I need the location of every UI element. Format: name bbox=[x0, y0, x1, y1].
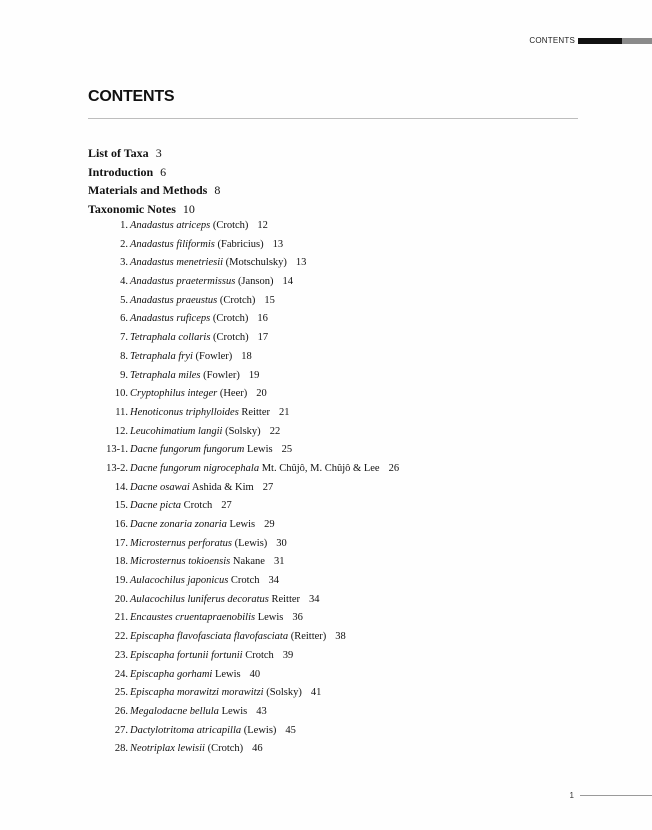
taxon-text bbox=[130, 423, 280, 442]
taxon-text bbox=[130, 553, 284, 572]
taxon-text bbox=[130, 684, 321, 703]
taxon-text bbox=[130, 647, 293, 666]
toc-taxon-entry bbox=[104, 217, 399, 236]
taxon-species-name: Henoticonus triphylloides bbox=[130, 406, 239, 418]
taxon-number: 8. bbox=[120, 350, 128, 362]
toc-taxon-entry bbox=[104, 740, 399, 759]
taxon-author: Lewis bbox=[221, 705, 248, 717]
taxon-number: 16. bbox=[114, 519, 128, 530]
taxon-page: 25 bbox=[281, 444, 293, 456]
toc-entry-materials-and-methods bbox=[88, 181, 220, 200]
toc-entry-taxonomic-notes bbox=[88, 200, 220, 219]
taxon-author: (Lewis) bbox=[234, 537, 268, 549]
taxon-text bbox=[130, 217, 268, 236]
taxon-species-name: Dacne osawai bbox=[130, 481, 190, 493]
taxon-page: 26 bbox=[388, 462, 400, 474]
toc-entry-page: 6 bbox=[160, 164, 167, 179]
taxon-species-name: Aulacochilus japonicus bbox=[130, 575, 229, 587]
toc-taxon-entry bbox=[104, 535, 399, 554]
taxon-page: 41 bbox=[310, 687, 322, 699]
taxon-number: 1. bbox=[120, 220, 128, 231]
taxon-species-name: Anadastus praeustus bbox=[130, 294, 218, 306]
toc-entry-label: Materials and Methods bbox=[88, 183, 208, 198]
toc-taxon-entry bbox=[104, 722, 399, 741]
toc-taxon-entry bbox=[104, 666, 399, 685]
taxon-author: Crotch bbox=[230, 575, 260, 587]
taxon-text bbox=[130, 292, 275, 311]
taxon-page: 22 bbox=[269, 425, 281, 437]
toc-taxon-entry bbox=[104, 647, 399, 666]
toc-taxon-entry bbox=[104, 367, 399, 386]
toc-taxon-entry bbox=[104, 423, 399, 442]
toc-entry-label: List of Taxa bbox=[88, 146, 149, 160]
footer-rule bbox=[580, 795, 652, 796]
taxon-species-name: Anadastus praetermissus bbox=[130, 276, 236, 288]
taxon-page: 36 bbox=[292, 612, 303, 624]
taxon-page: 27 bbox=[262, 481, 274, 493]
taxon-number: 13-2. bbox=[106, 462, 128, 474]
taxon-species-name: Anadastus filiformis bbox=[130, 238, 215, 250]
taxon-page: 45 bbox=[285, 724, 296, 736]
toc-entry-label: Introduction bbox=[88, 164, 154, 179]
taxon-text bbox=[130, 460, 399, 479]
taxon-species-name: Dacne zonaria zonaria bbox=[130, 519, 227, 530]
title-divider bbox=[88, 118, 578, 119]
toc-entry-page: 8 bbox=[214, 183, 221, 198]
taxon-text bbox=[130, 441, 292, 460]
taxon-author: (Crotch) bbox=[213, 332, 249, 344]
taxon-species-name: Episcapha fortunii fortunii bbox=[130, 649, 243, 661]
taxon-page: 34 bbox=[309, 593, 320, 605]
taxon-author: (Reitter) bbox=[290, 631, 327, 643]
taxon-species-name: Encaustes cruentapraenobilis bbox=[130, 612, 256, 624]
taxon-author: Crotch bbox=[183, 500, 213, 512]
taxon-species-name: Anadastus atriceps bbox=[130, 220, 211, 231]
header-bar-gray bbox=[622, 38, 652, 44]
taxon-species-name: Dacne fungorum fungorum bbox=[130, 444, 245, 456]
taxon-page: 18 bbox=[241, 350, 252, 362]
taxon-species-name: Dacne fungorum nigrocephala bbox=[130, 462, 260, 474]
taxon-text bbox=[130, 310, 268, 329]
taxon-text bbox=[130, 273, 293, 292]
taxon-author: (Solsky) bbox=[225, 425, 261, 437]
taxon-page: 21 bbox=[278, 406, 290, 418]
taxon-page: 29 bbox=[264, 519, 275, 530]
header-bar-black bbox=[578, 38, 622, 44]
taxon-number: 7. bbox=[120, 332, 128, 344]
taxon-text bbox=[130, 367, 259, 386]
toc-taxon-entry bbox=[104, 310, 399, 329]
taxon-species-name: Dactylotritoma atricapilla bbox=[130, 724, 242, 736]
toc-taxon-entry bbox=[104, 591, 399, 610]
taxon-species-name: Leucohimatium langii bbox=[130, 425, 223, 437]
taxon-page: 15 bbox=[264, 294, 275, 306]
toc-taxon-entry bbox=[104, 703, 399, 722]
taxon-page: 27 bbox=[221, 500, 232, 512]
toc-taxon-entry bbox=[104, 516, 399, 535]
taxon-author: Crotch bbox=[245, 649, 274, 661]
taxon-species-name: Dacne picta bbox=[130, 500, 182, 512]
taxon-text bbox=[130, 722, 296, 741]
taxon-author: (Fowler) bbox=[195, 350, 233, 362]
taxon-number: 9. bbox=[120, 369, 128, 381]
taxon-text bbox=[130, 479, 273, 498]
running-header bbox=[529, 36, 652, 45]
taxon-species-name: Tetraphala fryi bbox=[130, 350, 193, 362]
taxon-author: (Lewis) bbox=[243, 724, 277, 736]
taxon-text bbox=[130, 329, 268, 348]
taxon-page: 17 bbox=[257, 332, 269, 344]
taxon-author: (Crotch) bbox=[212, 220, 249, 231]
taxon-text bbox=[130, 572, 279, 591]
taxon-page: 31 bbox=[273, 556, 285, 568]
taxon-number: 18. bbox=[114, 556, 128, 568]
taxon-species-name: Cryptophilus integer bbox=[130, 388, 218, 400]
taxon-author: Mt. Chûjô, M. Chûjô & Lee bbox=[261, 462, 380, 474]
taxon-page: 13 bbox=[295, 257, 307, 269]
taxon-number: 21. bbox=[114, 612, 128, 624]
page-number: 1 bbox=[569, 791, 574, 800]
toc-entry-introduction bbox=[88, 163, 220, 182]
taxon-page: 12 bbox=[257, 220, 268, 231]
taxon-number: 22. bbox=[114, 631, 128, 643]
taxon-text bbox=[130, 516, 275, 535]
taxon-number: 19. bbox=[114, 575, 128, 587]
toc-taxon-entry bbox=[104, 385, 399, 404]
taxon-page: 16 bbox=[257, 313, 268, 325]
taxon-author: (Crotch) bbox=[207, 743, 244, 755]
taxon-text bbox=[130, 666, 260, 685]
running-header-title: CONTENTS bbox=[529, 36, 575, 45]
taxon-species-name: Episcapha flavofasciata flavofasciata bbox=[130, 631, 289, 643]
taxon-author: Reitter bbox=[271, 593, 301, 605]
taxon-number: 4. bbox=[120, 276, 128, 288]
taxon-text bbox=[130, 609, 303, 628]
taxon-number: 14. bbox=[114, 481, 128, 493]
taxon-author: Lewis bbox=[229, 519, 256, 530]
taxon-text bbox=[130, 740, 263, 759]
taxon-text bbox=[130, 703, 267, 722]
taxon-number: 17. bbox=[114, 537, 128, 549]
toc-entry-page: 3 bbox=[155, 146, 162, 160]
page-footer bbox=[570, 791, 652, 800]
taxon-number: 2. bbox=[120, 238, 128, 250]
taxon-species-name: Episcapha morawitzi morawitzi bbox=[130, 687, 264, 699]
taxon-number: 24. bbox=[114, 668, 128, 680]
taxon-text bbox=[130, 404, 289, 423]
taxon-number: 15. bbox=[114, 500, 128, 512]
taxon-author: (Janson) bbox=[237, 276, 274, 288]
toc-taxon-entry bbox=[104, 479, 399, 498]
toc-taxon-entry bbox=[104, 572, 399, 591]
taxon-page: 20 bbox=[256, 388, 267, 400]
taxon-author: (Fowler) bbox=[203, 369, 240, 381]
taxon-species-name: Microsternus perforatus bbox=[130, 537, 232, 549]
taxon-page: 13 bbox=[272, 238, 284, 250]
toc-entry-page: 10 bbox=[182, 202, 195, 217]
taxon-species-name: Tetraphala collaris bbox=[130, 332, 211, 344]
taxon-text bbox=[130, 236, 283, 255]
taxon-number: 27. bbox=[114, 724, 128, 736]
taxon-page: 34 bbox=[268, 575, 279, 587]
taxon-author: Lewis bbox=[257, 612, 284, 624]
toc-taxon-entry bbox=[104, 684, 399, 703]
taxon-species-name: Aulacochilus luniferus decoratus bbox=[130, 593, 269, 605]
toc-taxon-entry bbox=[104, 628, 399, 647]
taxon-species-name: Anadastus ruficeps bbox=[130, 313, 211, 325]
taxon-number: 11. bbox=[115, 406, 128, 418]
taxon-number: 6. bbox=[120, 313, 128, 325]
toc-taxon-entry bbox=[104, 460, 399, 479]
toc-taxon-entry bbox=[104, 292, 399, 311]
taxon-species-name: Episcapha gorhami bbox=[130, 668, 213, 680]
taxon-species-name: Anadastus menetriesii bbox=[130, 257, 224, 269]
taxon-author: (Heer) bbox=[219, 388, 248, 400]
taxon-author: (Solsky) bbox=[266, 687, 302, 699]
taxon-number: 3. bbox=[120, 257, 128, 269]
taxon-author: Nakane bbox=[232, 556, 265, 568]
taxon-page: 43 bbox=[256, 705, 267, 717]
taxon-number: 25. bbox=[114, 687, 128, 699]
taxon-text bbox=[130, 348, 252, 367]
taxon-page: 14 bbox=[282, 276, 294, 288]
taxon-page: 38 bbox=[335, 631, 346, 643]
taxon-number: 10. bbox=[114, 388, 128, 400]
toc-taxon-entry bbox=[104, 404, 399, 423]
toc-main-list bbox=[88, 144, 220, 219]
toc-taxon-entry bbox=[104, 609, 399, 628]
taxon-author: (Crotch) bbox=[212, 313, 249, 325]
taxon-text bbox=[130, 535, 287, 554]
taxon-author: Lewis bbox=[246, 444, 273, 456]
taxon-number: 12. bbox=[114, 425, 128, 437]
toc-taxon-entry bbox=[104, 553, 399, 572]
taxon-page: 30 bbox=[276, 537, 287, 549]
taxon-author: Reitter bbox=[241, 406, 270, 418]
taxon-species-name: Tetraphala miles bbox=[130, 369, 201, 381]
taxon-number: 13-1. bbox=[106, 444, 128, 456]
toc-taxon-entry bbox=[104, 348, 399, 367]
taxon-text bbox=[130, 385, 267, 404]
taxon-species-name: Microsternus tokioensis bbox=[130, 556, 231, 568]
toc-taxon-entry bbox=[104, 254, 399, 273]
toc-entry-label: Taxonomic Notes bbox=[88, 202, 176, 217]
taxon-text bbox=[130, 591, 320, 610]
taxon-page: 46 bbox=[252, 743, 263, 755]
toc-taxon-entry bbox=[104, 273, 399, 292]
toc-taxon-entry bbox=[104, 497, 399, 516]
toc-entry-list-of-taxa bbox=[88, 144, 220, 163]
taxon-page: 40 bbox=[249, 668, 261, 680]
taxon-species-name: Neotriplax lewisii bbox=[130, 743, 205, 755]
taxon-number: 20. bbox=[114, 593, 128, 605]
taxon-number: 5. bbox=[120, 294, 128, 306]
toc-taxon-entry bbox=[104, 441, 399, 460]
taxon-number: 28. bbox=[114, 743, 128, 755]
taxon-author: Lewis bbox=[214, 668, 241, 680]
toc-taxa-list bbox=[104, 217, 399, 759]
taxon-text bbox=[130, 254, 306, 273]
toc-taxon-entry bbox=[104, 236, 399, 255]
taxon-author: (Motschulsky) bbox=[225, 257, 287, 269]
taxon-text bbox=[130, 628, 346, 647]
taxon-species-name: Megalodacne bellula bbox=[130, 705, 219, 717]
page-title: CONTENTS bbox=[88, 88, 175, 105]
taxon-text bbox=[130, 497, 232, 516]
taxon-author: (Crotch) bbox=[219, 294, 256, 306]
taxon-author: Ashida & Kim bbox=[191, 481, 254, 493]
taxon-page: 19 bbox=[248, 369, 260, 381]
taxon-number: 26. bbox=[114, 705, 128, 717]
taxon-number: 23. bbox=[114, 649, 128, 661]
toc-taxon-entry bbox=[104, 329, 399, 348]
taxon-author: (Fabricius) bbox=[217, 238, 264, 250]
taxon-page: 39 bbox=[282, 649, 294, 661]
